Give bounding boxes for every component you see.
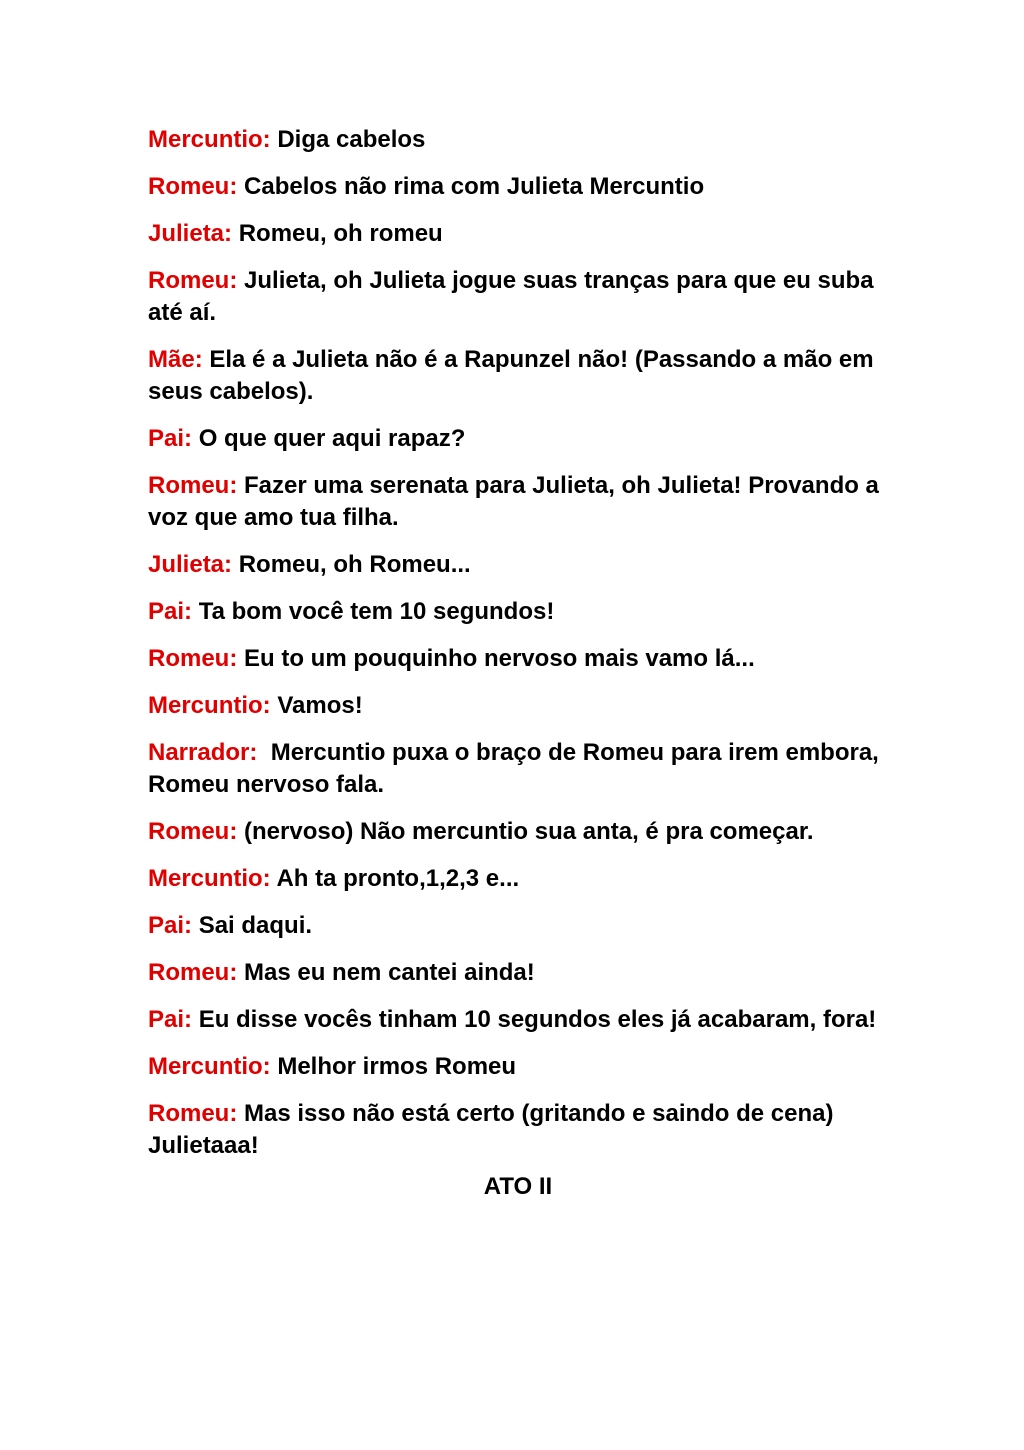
- dialogue-text: Diga cabelos: [277, 126, 426, 153]
- dialogue-text: Eu disse vocês tinham 10 segundos eles já acabaram, fora!: [198, 1006, 877, 1033]
- speaker-name: Julieta:: [148, 220, 233, 247]
- speaker-name: Romeu:: [148, 818, 238, 845]
- dialogue-text: Romeu, oh Romeu...: [238, 551, 471, 578]
- dialogue-text: Mas eu nem cantei ainda!: [244, 959, 535, 986]
- dialogue-text: Mas isso não está certo (gritando e saindo de cena) Julietaaa!: [148, 1100, 834, 1159]
- dialogue-text: Eu to um pouquinho nervoso mais vamo lá...: [244, 645, 755, 672]
- dialogue-text: Sai daqui.: [198, 912, 313, 939]
- speaker-name: Pai:: [148, 425, 193, 452]
- act-heading: ATO II: [483, 1173, 553, 1200]
- speaker-name: Romeu:: [148, 645, 238, 672]
- dialogue-text: Ta bom você tem 10 segundos!: [198, 598, 555, 625]
- dialogue-text: Mercuntio puxa o braço de Romeu para irem embora, Romeu nervoso fala.: [148, 739, 886, 798]
- speaker-name: Pai:: [148, 598, 193, 625]
- speaker-name: Julieta:: [148, 551, 233, 578]
- dialogue-text: Julieta, oh Julieta jogue suas tranças para que eu suba até aí.: [148, 267, 874, 326]
- dialogue-line: [148, 1004, 888, 1036]
- dialogue-line: [148, 423, 888, 455]
- dialogue-text: Fazer uma serenata para Julieta, oh Julieta! Provando a voz que amo tua filha.: [148, 472, 879, 531]
- dialogue-text: O que quer aqui rapaz?: [198, 425, 466, 452]
- dialogue-line: [148, 1051, 888, 1083]
- dialogue-line: [148, 737, 888, 801]
- dialogue-line: [148, 218, 888, 250]
- dialogue-line: [148, 910, 888, 942]
- dialogue-text: Melhor irmos Romeu: [277, 1053, 517, 1080]
- speaker-name: Romeu:: [148, 472, 238, 499]
- speaker-name: Romeu:: [148, 1100, 238, 1127]
- dialogue-line: [148, 549, 888, 581]
- dialogue-text: Ela é a Julieta não é a Rapunzel não! (Passando a mão em seus cabelos).: [148, 346, 874, 405]
- speaker-name: Mercuntio:: [148, 1053, 271, 1080]
- speaker-name: Narrador:: [148, 739, 258, 766]
- speaker-name: Pai:: [148, 912, 193, 939]
- dialogue-line: [148, 171, 888, 203]
- dialogue-line: [148, 1098, 888, 1162]
- speaker-name: Mercuntio:: [148, 865, 271, 892]
- dialogue-text: Romeu, oh romeu: [238, 220, 443, 247]
- speaker-name: Romeu:: [148, 173, 238, 200]
- dialogue-line: [148, 470, 888, 534]
- speaker-name: Romeu:: [148, 959, 238, 986]
- speaker-name: Mercuntio:: [148, 692, 271, 719]
- speaker-name: Mercuntio:: [148, 126, 271, 153]
- dialogue-line: [148, 124, 888, 156]
- speaker-name: Mãe:: [148, 346, 203, 373]
- dialogue-line: [148, 957, 888, 989]
- dialogue-line: [148, 265, 888, 329]
- dialogue-text: (nervoso) Não mercuntio sua anta, é pra começar.: [244, 818, 814, 845]
- dialogue-text: Cabelos não rima com Julieta Mercuntio: [244, 173, 705, 200]
- dialogue-line: [148, 643, 888, 675]
- dialogue-text: Ah ta pronto,1,2,3 e...: [276, 865, 520, 892]
- dialogue-line: [148, 863, 888, 895]
- dialogue-line: [148, 596, 888, 628]
- speaker-name: Pai:: [148, 1006, 193, 1033]
- script-page: [148, 124, 888, 1203]
- speaker-name: Romeu:: [148, 267, 238, 294]
- dialogue-line: [148, 344, 888, 408]
- dialogue-line: [148, 816, 888, 848]
- dialogue-text: Vamos!: [277, 692, 363, 719]
- dialogue-line: [148, 690, 888, 722]
